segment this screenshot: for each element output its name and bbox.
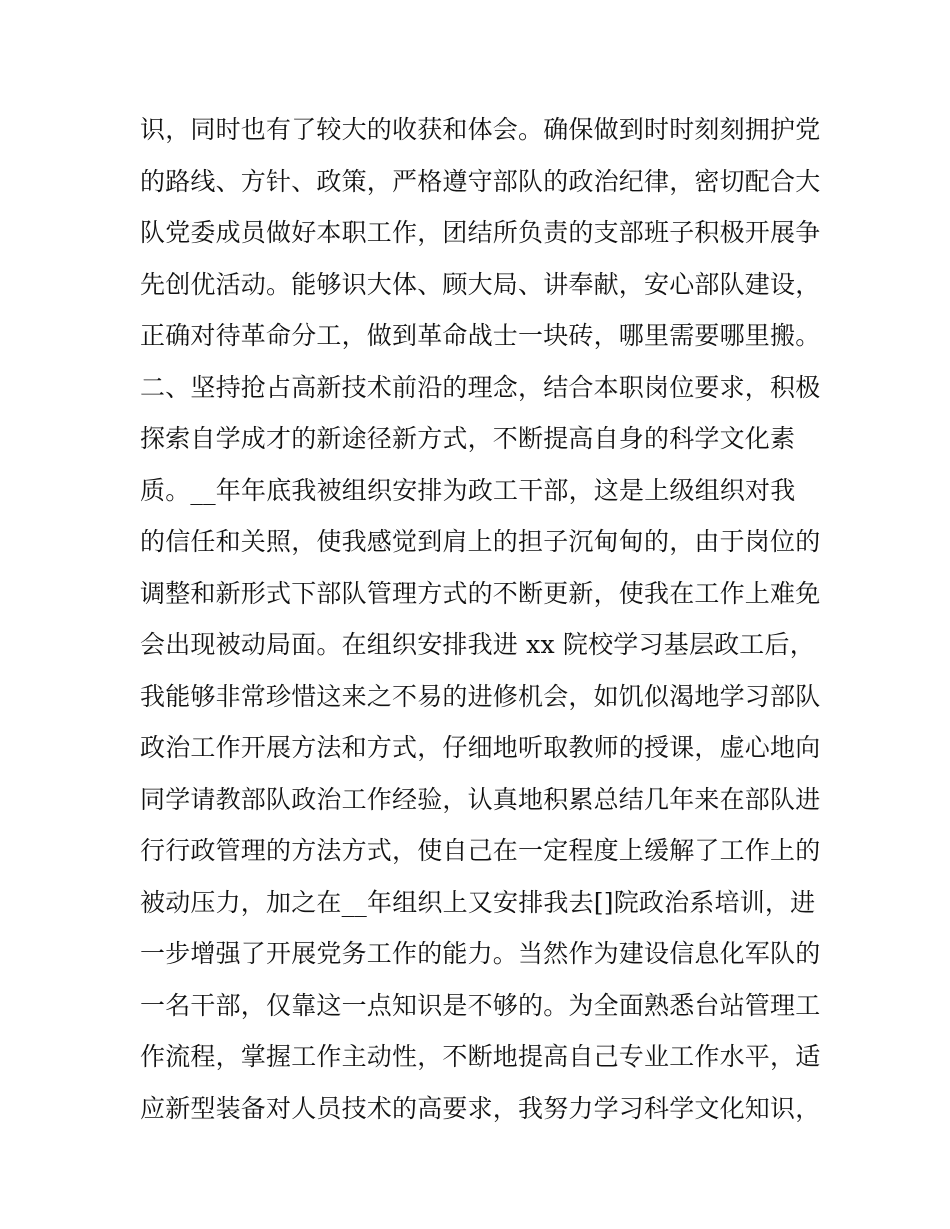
text-line: 我能够非常珍惜这来之不易的进修机会，如饥似渴地学习部队 <box>140 681 820 711</box>
text-line: 的路线、方针、政策，严格遵守部队的政治纪律，密切配合大 <box>140 166 820 196</box>
text-line: 政治工作开展方法和方式，仔细地听取教师的授课，虚心地向 <box>140 733 820 762</box>
text-line: 行行政管理的方法方式，使自己在一定程度上缓解了工作上的 <box>140 836 820 865</box>
text-line: 识，同时也有了较大的收获和体会。确保做到时时刻刻拥护党 <box>140 115 820 144</box>
text-line: 质。__年年底我被组织安排为政工干部，这是上级组织对我 <box>140 475 796 505</box>
text-line: 队党委成员做好本职工作，团结所负责的支部班子积极开展争 <box>140 218 820 247</box>
text-line: 先创优活动。能够识大体、顾大局、讲奉献，安心部队建设， <box>140 269 820 299</box>
text-line: 正确对待革命分工，做到革命战士一块砖，哪里需要哪里搬。 <box>140 321 820 350</box>
text-line: 会出现被动局面。在组织安排我进 xx 院校学习基层政工后， <box>140 630 815 659</box>
text-line: 探索自学成才的新途径新方式，不断提高自身的科学文化素 <box>140 424 796 453</box>
text-line: 一步增强了开展党务工作的能力。当然作为建设信息化军队的 <box>140 939 820 968</box>
text-line: 一名干部，仅靠这一点知识是不够的。为全面熟悉台站管理工 <box>140 990 820 1020</box>
body-text <box>140 104 820 1134</box>
text-line: 被动压力，加之在__年组织上又安排我去[]院政治系培训，进 <box>140 887 816 917</box>
text-line: 二、坚持抢占高新技术前沿的理念，结合本职岗位要求，积极 <box>140 372 820 402</box>
text-line: 的信任和关照，使我感觉到肩上的担子沉甸甸的，由于岗位的 <box>140 527 820 556</box>
text-line: 作流程，掌握工作主动性，不断地提高自己专业工作水平，适 <box>140 1042 820 1071</box>
text-line: 应新型装备对人员技术的高要求，我努力学习科学文化知识， <box>140 1093 820 1123</box>
text-line: 调整和新形式下部队管理方式的不断更新，使我在工作上难免 <box>140 578 820 608</box>
text-line: 同学请教部队政治工作经验，认真地积累总结几年来在部队进 <box>140 784 820 814</box>
